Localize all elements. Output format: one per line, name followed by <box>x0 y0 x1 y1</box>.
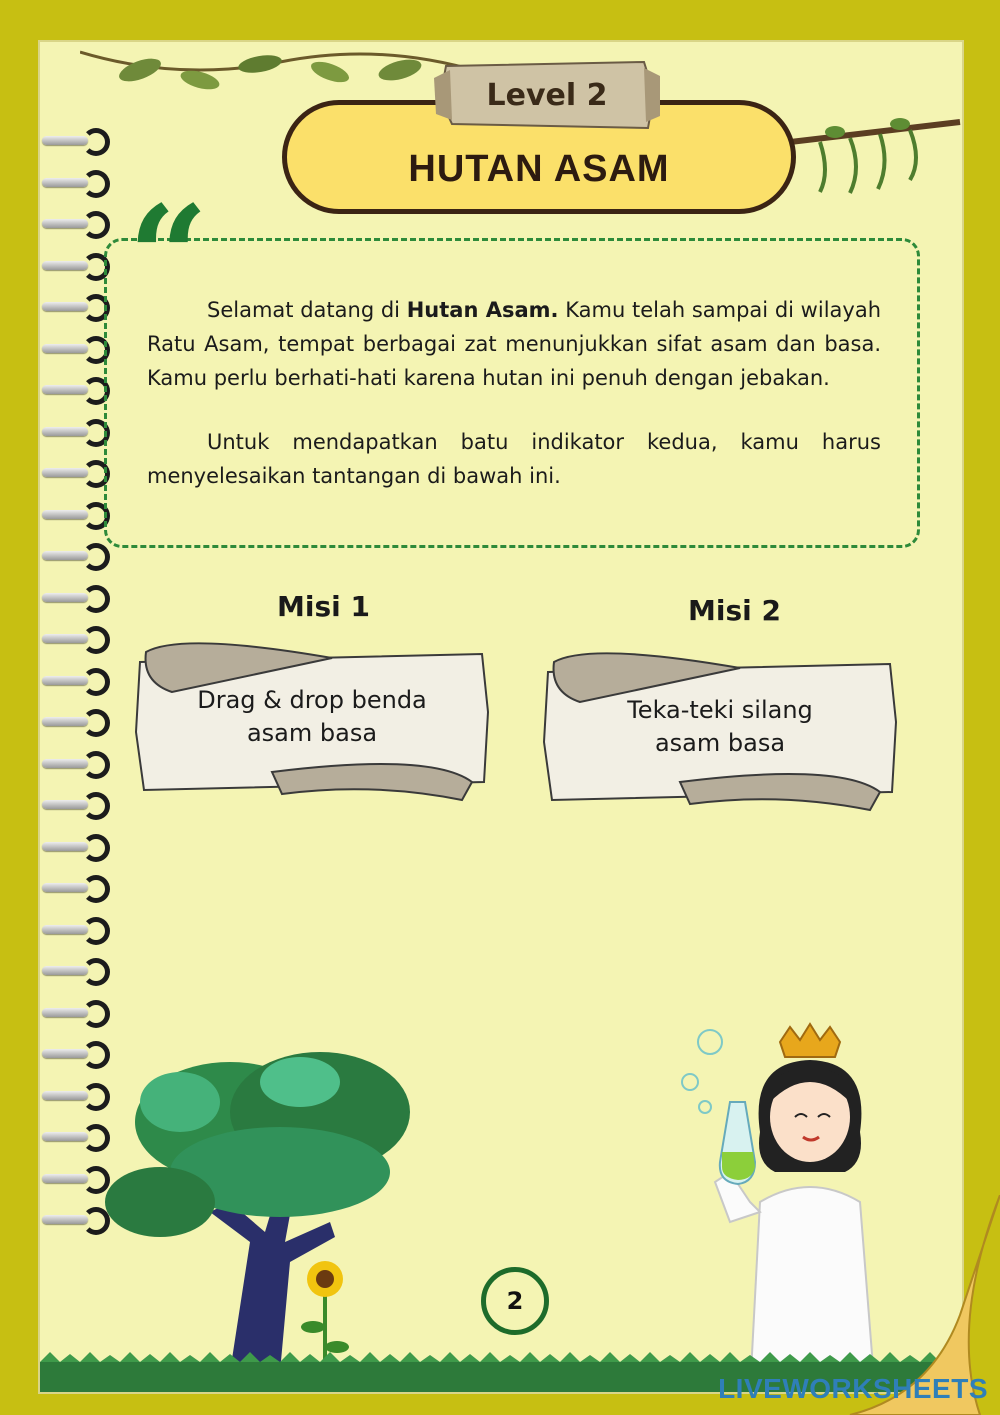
spiral-ring <box>42 625 112 651</box>
spiral-ring <box>42 335 112 361</box>
ring-hook <box>82 917 110 945</box>
mission-2-title: Misi 2 <box>688 594 781 627</box>
spiral-ring <box>42 542 112 568</box>
spiral-ring <box>42 459 112 485</box>
ring-hook <box>82 958 110 986</box>
spiral-ring <box>42 916 112 942</box>
mission-1-line-2: asam basa <box>246 719 378 747</box>
ring-hook <box>82 875 110 903</box>
ring-hook <box>82 834 110 862</box>
spiral-ring <box>42 833 112 859</box>
ring-hook <box>82 170 110 198</box>
spiral-ring <box>42 501 112 527</box>
level-label: Level 2 <box>486 77 608 113</box>
ring-hook <box>82 709 110 737</box>
intro-textbox <box>104 238 920 548</box>
ring-hook <box>82 668 110 696</box>
mission-1-title: Misi 1 <box>277 590 370 623</box>
mission-1-text <box>172 684 452 750</box>
mission-1-card[interactable] <box>132 632 492 802</box>
ring-hook <box>82 543 110 571</box>
location-name: Hutan Asam. <box>406 298 559 322</box>
intro-paragraph-1 <box>147 293 881 395</box>
mission-2-card[interactable] <box>540 642 900 812</box>
spiral-ring <box>42 999 112 1025</box>
page-title: HUTAN ASAM <box>408 148 670 190</box>
spiral-ring <box>42 791 112 817</box>
mission-2-line-1: Teka-teki silang <box>627 696 813 724</box>
spiral-ring <box>42 667 112 693</box>
spiral-ring <box>42 750 112 776</box>
ring-hook <box>82 211 110 239</box>
mission-2-line-2: asam basa <box>654 729 786 757</box>
ring-hook <box>82 1000 110 1028</box>
liveworksheets-logo: LIVEWORKSHEETS <box>718 1373 988 1404</box>
mission-2-text <box>580 694 860 760</box>
worksheet-page <box>38 40 964 1394</box>
level-tag <box>434 58 660 132</box>
spiral-ring <box>42 127 112 153</box>
spiral-ring <box>42 874 112 900</box>
quote-icon: “ <box>128 176 209 340</box>
spiral-ring <box>42 708 112 734</box>
intro-text-cont: Kamu telah sampai di wilayah Ratu Asam, tempat berbagai zat menunjukkan sifat asam dan basa. Kamu perlu berhati-hati karena hutan ini penuh dengan jebakan. <box>147 298 881 390</box>
mission-1-line-1: Drag & drop benda <box>197 686 427 714</box>
ring-hook <box>82 626 110 654</box>
spiral-ring <box>42 252 112 278</box>
spiral-ring <box>42 169 112 195</box>
tree-illustration <box>80 1042 440 1382</box>
spiral-ring <box>42 584 112 610</box>
spiral-ring <box>42 376 112 402</box>
page-number: 2 <box>481 1267 549 1335</box>
spiral-ring <box>42 418 112 444</box>
ring-hook <box>82 128 110 156</box>
spiral-ring <box>42 210 112 236</box>
spiral-ring <box>42 293 112 319</box>
intro-paragraph-2: Untuk mendapatkan batu indikator kedua, kamu harus menyelesaikan tantangan di bawah ini. <box>147 430 881 488</box>
ring-hook <box>82 792 110 820</box>
spiral-ring <box>42 957 112 983</box>
ring-hook <box>82 585 110 613</box>
intro-text: Selamat datang di <box>207 298 407 322</box>
vine-decoration-right <box>790 102 962 202</box>
ring-hook <box>82 751 110 779</box>
